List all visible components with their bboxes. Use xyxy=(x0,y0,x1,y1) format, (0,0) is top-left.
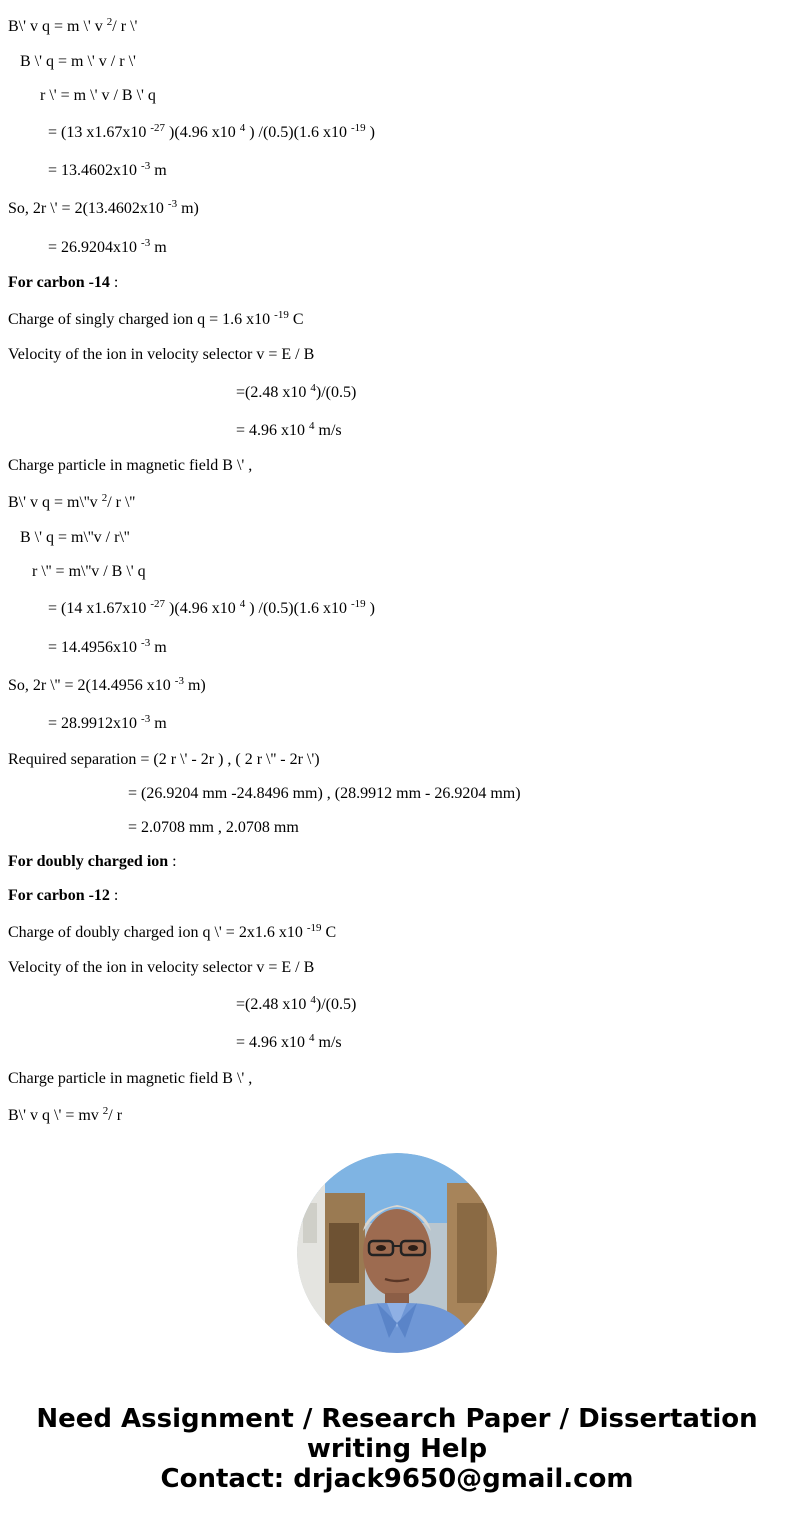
text-segment: m) xyxy=(183,677,206,694)
superscript: -3 xyxy=(167,198,178,210)
text-segment: m/s xyxy=(314,1034,342,1051)
text-segment: m xyxy=(150,239,167,256)
text-segment: B\' v q = m\''v xyxy=(8,494,102,511)
superscript: 4 xyxy=(239,122,246,134)
text-segment: = 13.4602x10 xyxy=(8,162,142,179)
text-segment: Charge of singly charged ion q = 1.6 x10 xyxy=(8,311,275,328)
text-segment: B\' v q \' = mv xyxy=(8,1107,103,1124)
text-segment: m xyxy=(150,715,167,732)
author-portrait-image xyxy=(297,1153,497,1353)
text-line xyxy=(8,751,320,769)
text-segment: Charge particle in magnetic field B \' , xyxy=(8,457,253,474)
text-segment: m/s xyxy=(314,422,342,439)
text-segment: So, 2r \'' = 2(14.4956 x10 xyxy=(8,677,175,694)
text-segment: = (14 x1.67x10 xyxy=(8,600,151,617)
text-line xyxy=(8,715,167,733)
superscript: -3 xyxy=(141,713,151,725)
text-segment: r \'' = m\''v / B \' q xyxy=(8,563,146,580)
text-segment: )(4.96 x10 xyxy=(165,124,240,141)
text-line xyxy=(8,563,146,581)
superscript: -3 xyxy=(141,237,151,249)
text-segment: / r \' xyxy=(112,18,138,35)
text-segment: = 2.0708 mm , 2.0708 mm xyxy=(8,819,299,836)
text-line xyxy=(8,959,314,977)
text-segment: B\' v q = m \' v xyxy=(8,18,107,35)
text-line xyxy=(8,887,118,905)
text-line xyxy=(8,346,314,364)
text-line xyxy=(8,1034,342,1052)
text-line xyxy=(8,422,342,440)
text-segment: Charge of doubly charged ion q \' = 2x1.6 x10 xyxy=(8,924,307,941)
text-segment: = (26.9204 mm -24.8496 mm) , (28.9912 mm - 26.9204 mm) xyxy=(8,785,521,802)
text-line xyxy=(8,162,167,180)
text-line xyxy=(8,200,199,218)
text-line xyxy=(8,996,356,1014)
superscript: -3 xyxy=(141,160,151,172)
superscript: 4 xyxy=(310,382,316,394)
text-segment: Charge particle in magnetic field B \' , xyxy=(8,1070,253,1087)
text-segment: )(4.96 x10 xyxy=(165,600,240,617)
text-segment: = 28.9912x10 xyxy=(8,715,142,732)
text-segment: : xyxy=(109,274,119,291)
superscript: -19 xyxy=(274,309,289,321)
section-heading: For doubly charged ion xyxy=(8,853,169,870)
text-segment: C xyxy=(288,311,304,328)
text-line xyxy=(8,384,356,402)
text-segment: ) xyxy=(365,124,375,141)
text-line xyxy=(8,853,177,871)
text-segment: = 26.9204x10 xyxy=(8,239,142,256)
section-heading: For carbon -14 xyxy=(8,274,110,291)
text-line xyxy=(8,600,375,618)
section-heading: For carbon -12 xyxy=(8,887,110,904)
text-segment: = 14.4956x10 xyxy=(8,639,142,656)
text-segment: : xyxy=(168,853,177,870)
text-line xyxy=(8,1070,252,1088)
text-segment: =(2.48 x10 xyxy=(8,384,311,401)
text-line xyxy=(8,639,167,657)
text-segment: = 4.96 x10 xyxy=(8,1034,310,1051)
text-segment: ) /(0.5)(1.6 x10 xyxy=(245,124,351,141)
text-segment: / r \'' xyxy=(107,494,136,511)
text-line xyxy=(8,87,156,105)
superscript: -19 xyxy=(350,122,366,134)
text-segment: =(2.48 x10 xyxy=(8,996,311,1013)
text-line xyxy=(8,785,521,803)
superscript: -27 xyxy=(150,122,166,134)
text-segment: B \' q = m\''v / r\'' xyxy=(8,529,130,546)
superscript: 4 xyxy=(309,420,315,432)
text-segment: m xyxy=(150,639,167,656)
text-line xyxy=(8,924,336,942)
text-segment: ) xyxy=(365,600,375,617)
text-line xyxy=(8,53,136,71)
text-line xyxy=(8,529,130,547)
text-line xyxy=(8,124,375,142)
text-line xyxy=(8,18,137,36)
text-segment: Velocity of the ion in velocity selector v = E / B xyxy=(8,346,315,363)
text-segment: = (13 x1.67x10 xyxy=(8,124,151,141)
superscript: -3 xyxy=(141,637,151,649)
text-line xyxy=(8,819,299,837)
text-segment: m) xyxy=(177,200,199,217)
text-segment: m xyxy=(150,162,167,179)
text-segment: C xyxy=(321,924,337,941)
superscript: 2 xyxy=(102,1105,109,1117)
text-segment: So, 2r \' = 2(13.4602x10 xyxy=(8,200,168,217)
text-line xyxy=(8,457,252,475)
superscript: -19 xyxy=(306,922,322,934)
text-segment: Velocity of the ion in velocity selector v = E / B xyxy=(8,959,315,976)
text-segment: Required separation = (2 r \' - 2r ) , ( 2 r \'' - 2r \') xyxy=(8,751,320,768)
text-segment: B \' q = m \' v / r \' xyxy=(8,53,136,70)
text-line xyxy=(8,274,118,292)
superscript: 4 xyxy=(310,994,316,1006)
text-segment: )/(0.5) xyxy=(315,384,357,401)
superscript: 2 xyxy=(106,16,113,28)
superscript: 2 xyxy=(101,492,108,504)
text-line xyxy=(8,239,167,257)
superscript: -19 xyxy=(350,598,366,610)
text-line xyxy=(8,1107,122,1125)
text-segment: )/(0.5) xyxy=(315,996,357,1013)
promo-line-1: Need Assignment / Research Paper / Dissertation xyxy=(36,1404,758,1434)
promo-line-2: writing Help xyxy=(306,1434,488,1464)
text-segment: / r xyxy=(108,1107,123,1124)
text-segment: r \' = m \' v / B \' q xyxy=(8,87,156,104)
superscript: -3 xyxy=(174,675,184,687)
text-segment: : xyxy=(109,887,119,904)
superscript: 4 xyxy=(239,598,246,610)
author-photo xyxy=(297,1153,497,1353)
text-line xyxy=(8,311,304,329)
text-segment: ) /(0.5)(1.6 x10 xyxy=(245,600,351,617)
text-line xyxy=(8,494,135,512)
promo-contact-line: Contact: drjack9650@gmail.com xyxy=(160,1464,634,1494)
text-line xyxy=(8,677,206,695)
superscript: 4 xyxy=(309,1032,315,1044)
superscript: -27 xyxy=(150,598,166,610)
text-segment: = 4.96 x10 xyxy=(8,422,310,439)
